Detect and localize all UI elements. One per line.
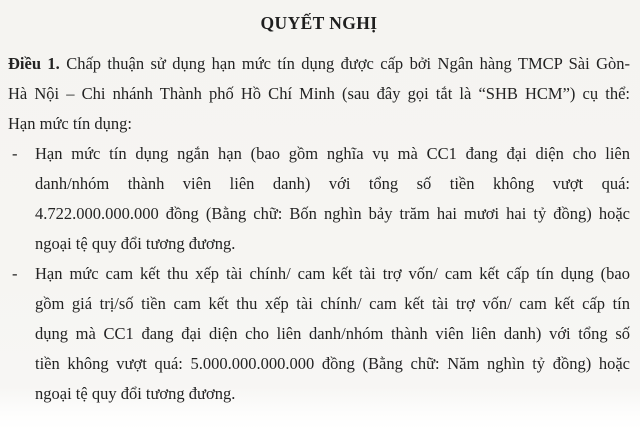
bullet-dash: - (12, 264, 18, 283)
bullet-2-line-1: Hạn mức cam kết thu xếp tài chính/ cam kết tài trợ vốn/ cam kết cấp tín dụng (bao (35, 264, 630, 283)
credit-limit-heading: Hạn mức tín dụng: (8, 114, 132, 133)
article-1-label: Điều 1. (8, 54, 60, 73)
article-1-text: Chấp thuận sử dụng hạn mức tín dụng được cấp bởi Ngân hàng TMCP Sài Gòn- (66, 54, 630, 73)
bullet-dash: - (12, 144, 18, 163)
bullet-2-line-5: ngoại tệ quy đổi tương đương. (35, 384, 236, 403)
bullet-item-commitment-limit (8, 259, 630, 409)
bullet-1-line-3: 4.722.000.000.000 đồng (Bằng chữ: Bốn nghìn bảy trăm hai mươi hai tỷ đồng) hoặc (35, 204, 630, 223)
document-body (8, 49, 630, 409)
article-1-line-1 (8, 49, 630, 79)
bullet-1-line-2: danh/nhóm thành viên liên danh) với tổng số tiền không vượt quá: (35, 174, 630, 193)
document-title: QUYẾT NGHỊ (260, 13, 378, 33)
bullet-item-short-term-credit-limit (8, 139, 630, 259)
bullet-1-line-1: Hạn mức tín dụng ngắn hạn (bao gồm nghĩa vụ mà CC1 đang đại diện cho liên (35, 144, 630, 163)
bullet-2-line-3: dụng mà CC1 đang đại diện cho liên danh/nhóm thành viên liên danh) với tổng số (35, 324, 630, 343)
bullet-2-line-2: gồm giá trị/số tiền cam kết thu xếp tài chính/ cam kết tài trợ vốn/ cam kết cấp tín (35, 294, 630, 313)
article-1-line-2: Hà Nội – Chi nhánh Thành phố Hồ Chí Minh (sau đây gọi tắt là “SHB HCM”) cụ thể: (8, 84, 630, 103)
bullet-2-line-4: tiền không vượt quá: 5.000.000.000.000 đồng (Bằng chữ: Năm nghìn tỷ đồng) hoặc (35, 354, 630, 373)
bullet-1-line-4: ngoại tệ quy đổi tương đương. (35, 234, 236, 253)
